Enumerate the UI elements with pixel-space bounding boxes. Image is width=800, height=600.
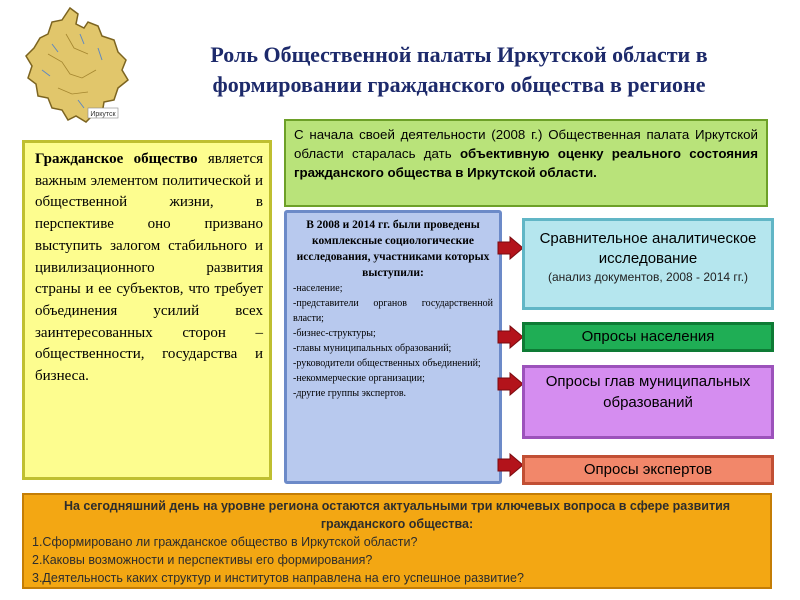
civil-society-definition (22, 140, 272, 480)
intro-plain: С начала своей деятельности (2008 г.) Общественная палата Иркутской области старалась дать (294, 127, 758, 161)
participant-item: -другие группы экспертов. (293, 388, 407, 399)
studies-head: В 2008 и 2014 гг. были проведены комплексные социологические исследования, участниками которых выступили: (296, 219, 490, 279)
method-comparative-analysis (522, 218, 774, 310)
participant-item: -бизнес-структуры; (293, 328, 376, 339)
method-expert-surveys (522, 455, 774, 485)
method-municipal-heads-surveys (522, 365, 774, 439)
participant-item: -население; (293, 283, 343, 294)
method-label: Сравнительное аналитическое исследование (539, 230, 757, 267)
questions-head: На сегодняшний день на уровне региона остаются актуальными три ключевых вопроса в сфере развития гражданского общества: (63, 499, 731, 531)
arrow-right-icon (496, 372, 524, 396)
arrow-right-icon (496, 453, 524, 477)
participant-item: -некоммерческие организации; (293, 373, 425, 384)
page-title: Роль Общественной палаты Иркутской области в формировании гражданского общества в регионе (210, 42, 708, 97)
irkutsk-region-map-icon (18, 4, 136, 126)
participant-item: -главы муниципальных образований; (293, 343, 452, 354)
chamber-intro (284, 119, 768, 207)
question-item: 2.Каковы возможности и перспективы его формирования? (32, 553, 373, 567)
definition-text: является важным элементом политической и общественной жизни, в перспективе оно призвано выступить залогом стабильного и цивилизационного развития страны и ее субъектов, что требует объединения усилий всех заинтересованных сторон – общественности, государства и бизнеса. (35, 151, 263, 385)
studies-box (284, 210, 502, 484)
arrow-right-icon (496, 325, 524, 349)
question-item: 1.Сформировано ли гражданское общество в Иркутской области? (32, 535, 418, 549)
question-item: 3.Деятельность каких структур и институтов направлена на его успешное развитие? (32, 571, 524, 585)
method-sub: (анализ документов, 2008 - 2014 гг.) (547, 270, 749, 284)
participants-list (293, 281, 493, 401)
arrow-right-icon (496, 236, 524, 260)
method-label: Опросы населения (581, 328, 715, 345)
method-label: Опросы глав муниципальных образований (545, 373, 751, 411)
key-questions (22, 493, 772, 589)
method-label: Опросы экспертов (583, 461, 713, 478)
participant-item: -руководители общественных объединений; (293, 358, 481, 369)
intro-bold: объективную оценку реального состояния гражданского общества в Иркутской области. (294, 146, 758, 180)
definition-lead: Гражданское общество (35, 151, 198, 167)
map-caption: Иркутск (90, 111, 116, 118)
method-population-surveys (522, 322, 774, 352)
participant-item: -представители органов государственной власти; (293, 298, 493, 324)
